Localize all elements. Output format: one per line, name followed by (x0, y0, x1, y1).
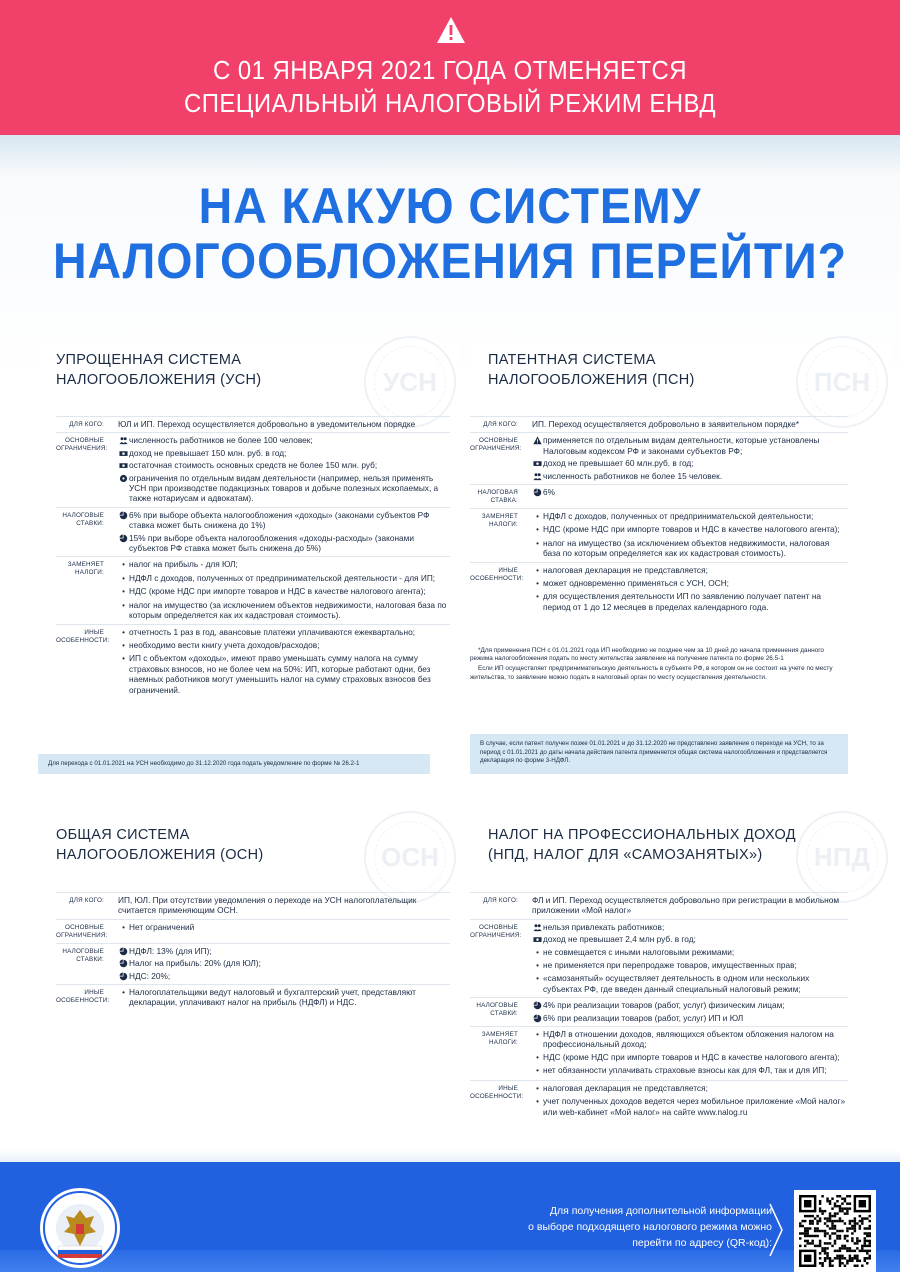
chevron-right-icon (768, 1202, 784, 1258)
npd-title-line-2: (НПД, НАЛОГ ДЛЯ «САМОЗАНЯТЫХ») (488, 847, 763, 863)
list-item (118, 600, 450, 621)
psn-row (470, 508, 848, 562)
bullet-icon: • (536, 512, 539, 522)
pie-icon (532, 1013, 543, 1023)
bullet-icon: • (122, 573, 125, 583)
list-item-text: 15% при выборе объекта налогообложения «доходы-расходы» (законами субъектов РФ ставка может быть снижена до 5%) (129, 532, 414, 554)
psn-row-items (518, 565, 848, 613)
list-item (532, 419, 848, 429)
list-item (532, 538, 848, 559)
list-item (118, 419, 450, 429)
bullet-icon: • (536, 592, 539, 602)
bullet-icon: • (536, 1052, 539, 1062)
footer-line-3: перейти по адресу (QR-код): (632, 1237, 772, 1249)
list-item-text: отчетность 1 раз в год, авансовые платежи уплачиваются ежеквартально; (129, 626, 415, 637)
osn-row-items (104, 922, 450, 940)
npd-row-items (518, 1083, 848, 1117)
footer-line-2: о выборе подходящего налогового режима можно (528, 1221, 772, 1233)
psn-row-label: НАЛОГОВАЯ СТАВКА: (477, 489, 518, 505)
bullet-icon: • (122, 922, 125, 932)
list-item-text: ИП, ЮЛ. При отсутствии уведомления о переходе на УСН налогоплательщик считается применяющим ОСН. (118, 895, 417, 916)
list-item-text: численность работников не более 100 человек; (129, 435, 313, 446)
osn-title-line-1: ОБЩАЯ СИСТЕМА (56, 827, 190, 843)
list-item-text: ФЛ и ИП. Переход осуществляется добровольно при регистрации в мобильном приложении «Мой налог» (532, 895, 840, 916)
osn-row-label: ДЛЯ КОГО: (69, 897, 104, 904)
list-item (532, 1083, 848, 1094)
bullet-icon: • (122, 560, 125, 570)
psn-row (470, 562, 848, 616)
footer (0, 1150, 900, 1272)
osn-row-label: ИНЫЕ ОСОБЕННОСТИ: (56, 989, 110, 1005)
psn-row (470, 484, 848, 508)
osn-row-items (104, 987, 450, 1008)
list-item (532, 487, 848, 497)
disc-icon (118, 473, 129, 504)
list-item-text: НДС (кроме НДС при импорте товаров и НДС в качестве налогового агента); (543, 1051, 840, 1062)
usn-watermark: УСН (364, 336, 456, 428)
usn-title (56, 350, 261, 390)
psn-row-items (518, 487, 848, 505)
list-item-text: НДФЛ с доходов, полученных от предпринимательской деятельности; (543, 511, 814, 522)
usn-row (56, 432, 450, 506)
npd-row (470, 997, 848, 1026)
list-item-text: для осуществления деятельности ИП по заявлению получает патент на период от 1 до 12 месяцев в пределах календарного года. (543, 591, 822, 612)
list-item (118, 627, 450, 638)
list-item (532, 578, 848, 589)
footer-flag-band (0, 1250, 900, 1272)
list-item (532, 934, 848, 944)
pie-icon (118, 971, 129, 981)
list-item-text: нет обязанности уплачивать страховые взносы как для ФЛ, так и для ИП; (543, 1065, 827, 1076)
pie-icon (118, 510, 129, 531)
psn-row (470, 416, 848, 432)
npd-row-items (518, 1000, 848, 1023)
npd-row (470, 892, 848, 919)
bullet-icon: • (536, 525, 539, 535)
usn-note: Для перехода с 01.01.2021 на УСН необходимо до 31.12.2020 года подать уведомление по форме № 26.2-1 (38, 754, 430, 774)
usn-row-label: ИНЫЕ ОСОБЕННОСТИ: (56, 628, 110, 644)
usn-title-line-1: УПРОЩЕННАЯ СИСТЕМА (56, 352, 242, 368)
list-item (532, 973, 848, 994)
list-item-text: налог на прибыль - для ЮЛ; (129, 559, 238, 570)
list-item (532, 511, 848, 522)
usn-row-label: НАЛОГОВЫЕ СТАВКИ: (62, 511, 104, 527)
psn-footnotes (470, 647, 848, 684)
qr-code-icon[interactable] (794, 1190, 876, 1272)
usn-row-items (104, 559, 450, 620)
list-item-text: применяется по отдельным видам деятельности, которые установлены Налоговым кодексом РФ и законами субъектов РФ; (543, 435, 820, 456)
top-banner (0, 0, 900, 135)
card-psn (470, 340, 892, 780)
osn-title (56, 825, 263, 865)
npd-row (470, 1026, 848, 1080)
list-item-text: ИП. Переход осуществляется добровольно в заявительном порядке* (532, 419, 800, 429)
list-item (532, 458, 848, 468)
list-item (532, 591, 848, 612)
list-item-text: учет полученных доходов ведется через мобильное приложение «Мой налог» или web-кабинет «Мой налог» на сайте www.nalog.ru (543, 1096, 846, 1117)
list-item (118, 946, 450, 956)
list-item (118, 559, 450, 570)
osn-row (56, 943, 450, 984)
list-item (532, 565, 848, 576)
npd-row (470, 1080, 848, 1120)
osn-row (56, 919, 450, 943)
pie-icon (532, 1000, 543, 1010)
bullet-icon: • (536, 1097, 539, 1107)
list-item (532, 524, 848, 535)
bullet-icon: • (122, 587, 125, 597)
osn-row-label: НАЛОГОВЫЕ СТАВКИ: (62, 947, 104, 963)
banner-line-2: СПЕЦИАЛЬНЫЙ НАЛОГОВЫЙ РЕЖИМ ЕНВД (183, 88, 717, 118)
psn-title-line-2: НАЛОГООБЛОЖЕНИЯ (ПСН) (488, 372, 695, 388)
psn-watermark: ПСН (796, 336, 888, 428)
list-item (118, 510, 450, 531)
osn-watermark: ОСН (364, 811, 456, 903)
usn-row (56, 416, 450, 432)
bullet-icon: • (122, 600, 125, 610)
list-item (118, 573, 450, 584)
headline-line-1: НА КАКУЮ СИСТЕМУ (198, 178, 702, 234)
list-item (532, 1029, 848, 1050)
list-item (532, 1000, 848, 1010)
usn-row-items (104, 419, 450, 429)
list-item-text: не применяется при перепродаже товаров, имущественных прав; (543, 960, 797, 971)
npd-row-label: ДЛЯ КОГО: (483, 897, 518, 904)
bullet-icon: • (536, 1030, 539, 1040)
psn-rows (470, 416, 848, 615)
list-item (118, 460, 450, 470)
list-item-text: Налогоплательщики ведут налоговый и бухгалтерский учет, представляют декларации, уплачивают налог на прибыль (НДФЛ) и НДС. (129, 987, 416, 1008)
list-item-text: Нет ограничений (129, 921, 195, 932)
npd-title (488, 825, 796, 865)
psn-row-label: ИНЫЕ ОСОБЕННОСТИ: (470, 566, 524, 582)
banner-line-1: С 01 ЯНВАРЯ 2021 ГОДА ОТМЕНЯЕТСЯ (212, 55, 688, 85)
osn-rows (56, 892, 450, 1011)
list-item (118, 435, 450, 445)
list-item (532, 1065, 848, 1076)
psn-row-items (518, 511, 848, 559)
list-item-text: доход не превышает 60 млн.руб. в год; (543, 458, 694, 469)
fns-emblem-graphic (40, 1188, 120, 1268)
fns-emblem-icon (40, 1188, 120, 1268)
money-icon (118, 460, 129, 470)
list-item-text: 4% при реализации товаров (работ, услуг) физическим лицам; (543, 1000, 785, 1011)
list-item-text: НДС (кроме НДС при импорте товаров и НДС в качестве налогового агента); (543, 524, 840, 535)
psn-row-label: ЗАМЕНЯЕТ НАЛОГИ: (481, 513, 518, 529)
list-item-text: доход не превышает 150 млн. руб. в год; (129, 447, 287, 458)
pie-icon (118, 958, 129, 968)
bullet-icon: • (536, 974, 539, 984)
psn-row (470, 432, 848, 484)
list-item-text: НДС: 20%; (129, 970, 171, 981)
card-npd (470, 815, 892, 1145)
npd-title-line-1: НАЛОГ НА ПРОФЕССИОНАЛЬНЫХ ДОХОД (488, 827, 796, 843)
card-osn (38, 815, 460, 1145)
usn-row (56, 507, 450, 557)
usn-row (56, 556, 450, 623)
list-item-text: 6% при реализации товаров (работ, услуг) ИП и ЮЛ (543, 1012, 744, 1023)
footer-line-1: Для получения дополнительной информации (549, 1205, 772, 1217)
list-item-text: необходимо вести книгу учета доходов/расходов; (129, 639, 320, 650)
bullet-icon: • (536, 579, 539, 589)
list-item (532, 947, 848, 958)
pie-icon (532, 487, 543, 497)
bullet-icon: • (122, 640, 125, 650)
list-item (532, 471, 848, 481)
list-item-text: не совмещается с иными налоговыми режимами; (543, 946, 735, 957)
list-item (118, 473, 450, 504)
npd-row-items (518, 922, 848, 994)
pie-icon (118, 533, 129, 554)
bullet-icon: • (536, 961, 539, 971)
list-item (118, 958, 450, 968)
list-item (118, 922, 450, 933)
headline-line-2: НАЛОГООБЛОЖЕНИЯ ПЕРЕЙТИ? (53, 233, 847, 289)
bullet-icon: • (122, 654, 125, 664)
list-item-text: НДФЛ в отношении доходов, являющихся объектом обложения налогом на профессиональный доход; (543, 1029, 834, 1050)
list-item-text: 6% при выборе объекта налогообложения «доходы» (законами субъектов РФ ставка может быть снижена до 1%) (129, 509, 430, 531)
list-item-text: может одновременно применяться с УСН, ОСН; (543, 578, 729, 589)
list-item-text: «самозанятый» осуществляет деятельность в одном или нескольких субъектах РФ, где введен данный специальный налоговый режим; (543, 973, 810, 994)
list-item (532, 960, 848, 971)
list-item-text: налог на имущество (за исключением объектов недвижимости, налоговая база по которым определяется как их кадастровая стоимость). (129, 599, 447, 621)
npd-row-items (518, 1029, 848, 1077)
warning-icon (532, 435, 543, 456)
osn-row (56, 984, 450, 1011)
list-item (532, 922, 848, 932)
npd-row-label: ЗАМЕНЯЕТ НАЛОГИ: (481, 1031, 518, 1047)
usn-rows (56, 416, 450, 698)
npd-rows (470, 892, 848, 1120)
list-item (532, 895, 848, 916)
psn-row-label: ОСНОВНЫЕ ОГРАНИЧЕНИЯ: (470, 437, 522, 453)
npd-row-label: ОСНОВНЫЕ ОГРАНИЧЕНИЯ: (470, 923, 522, 939)
psn-footnote-1: *Для применения ПСН с 01.01.2021 года ИП необходимо не позднее чем за 10 дней до начала применения данного режима налогообложения подать по месту жительства заявление на получение патента по форме 26.5-1 (470, 647, 824, 663)
list-item (118, 653, 450, 695)
psn-title (488, 350, 695, 390)
people-icon (532, 922, 543, 932)
list-item-text: остаточная стоимость основных средств не более 150 млн. руб; (129, 460, 378, 471)
usn-row-items (104, 435, 450, 503)
npd-row (470, 919, 848, 997)
npd-row-items (518, 895, 848, 916)
list-item (118, 971, 450, 981)
psn-note: В случае, если патент получен позже 01.01.2021 и до 31.12.2020 не представлено заявление о переходе на УСН, то за период с 01.01.2021 до даты начала действия патента применяется общая система налогообложения и представляется декларация по форме 3-НДФЛ. (470, 734, 848, 774)
osn-row-items (104, 895, 450, 916)
list-item (118, 533, 450, 554)
card-usn (38, 340, 460, 780)
usn-row-items (104, 510, 450, 554)
psn-row-label: ДЛЯ КОГО: (483, 421, 518, 428)
list-item-text: НДФЛ: 13% (для ИП); (129, 945, 212, 956)
people-icon (532, 471, 543, 481)
bullet-icon: • (536, 565, 539, 575)
usn-row-label: ДЛЯ КОГО: (69, 421, 104, 428)
money-icon (532, 934, 543, 944)
list-item-text: налог на имущество (за исключением объектов недвижимости, налоговая база по которым определяется как их кадастровая стоимость). (543, 537, 830, 559)
list-item-text: налоговая декларация не представляется; (543, 564, 708, 575)
usn-title-line-2: НАЛОГООБЛОЖЕНИЯ (УСН) (56, 372, 262, 388)
list-item-text: ИП с объектом «доходы», имеют право уменьшать сумму налога на сумму страховых взносов, но не более чем на 50%: ИП, которые работают одни, без наемных работников могут уменьшить налог на сумму страховых взносов без ограничений. (129, 653, 431, 695)
usn-row-label: ОСНОВНЫЕ ОГРАНИЧЕНИЯ: (56, 437, 108, 453)
bullet-icon: • (536, 538, 539, 548)
osn-row (56, 892, 450, 919)
list-item (118, 987, 450, 1008)
money-icon (118, 448, 129, 458)
qr-code-graphic (799, 1195, 871, 1267)
npd-watermark: НПД (796, 811, 888, 903)
psn-footnote-2: Если ИП осуществляет предпринимательскую деятельность в субъекте РФ, в котором он не состоит на учете по месту жительства, то заявление можно подать в налоговый орган по месту осуществления деятельности. (470, 665, 833, 681)
osn-row-items (104, 946, 450, 981)
bullet-icon: • (122, 627, 125, 637)
usn-row-items (104, 627, 450, 695)
list-item-text: ЮЛ и ИП. Переход осуществляется добровольно в уведомительном порядке (118, 419, 416, 429)
list-item-text: нельзя привлекать работников; (543, 921, 665, 932)
bullet-icon: • (536, 1083, 539, 1093)
psn-title-line-1: ПАТЕНТНАЯ СИСТЕМА (488, 352, 656, 368)
list-item-text: Налог на прибыль: 20% (для ЮЛ); (129, 958, 261, 969)
osn-title-line-2: НАЛОГООБЛОЖЕНИЯ (ОСН) (56, 847, 264, 863)
list-item-text: ограничения по отдельным видам деятельности (например, нельзя применять УСН при производстве подакцизных товаров и добыче полезных ископаемых, а также нотариусам и адвокатам). (129, 472, 439, 504)
list-item (532, 435, 848, 456)
list-item-text: налоговая декларация не представляется; (543, 1082, 708, 1093)
usn-row-label: ЗАМЕНЯЕТ НАЛОГИ: (67, 561, 104, 577)
list-item (532, 1052, 848, 1063)
money-icon (532, 458, 543, 468)
footer-text (400, 1203, 772, 1251)
list-item (118, 586, 450, 597)
usn-row (56, 624, 450, 698)
bullet-icon: • (122, 988, 125, 998)
banner-fade (0, 135, 900, 175)
list-item-text: 6% (543, 487, 555, 498)
people-icon (118, 435, 129, 445)
footer-stripe (0, 1150, 900, 1162)
list-item (118, 448, 450, 458)
list-item-text: НДФЛ с доходов, полученных от предпринимательской деятельности - для ИП; (129, 572, 436, 583)
list-item-text: численность работников не более 15 человек. (543, 470, 723, 481)
list-item (118, 640, 450, 651)
psn-row-items (518, 435, 848, 481)
list-item-text: НДС (кроме НДС при импорте товаров и НДС в качестве налогового агента); (129, 586, 426, 597)
npd-row-label: НАЛОГОВЫЕ СТАВКИ: (476, 1002, 518, 1018)
psn-row-items (518, 419, 848, 429)
pie-icon (118, 946, 129, 956)
list-item (532, 1096, 848, 1117)
list-item-text: доход не превышает 2,4 млн руб. в год; (543, 934, 696, 945)
warning-triangle-icon (436, 16, 466, 44)
bullet-icon: • (536, 947, 539, 957)
npd-row-label: ИНЫЕ ОСОБЕННОСТИ: (470, 1084, 524, 1100)
bullet-icon: • (536, 1066, 539, 1076)
osn-row-label: ОСНОВНЫЕ ОГРАНИЧЕНИЯ: (56, 923, 108, 939)
list-item (532, 1013, 848, 1023)
list-item (118, 895, 450, 916)
